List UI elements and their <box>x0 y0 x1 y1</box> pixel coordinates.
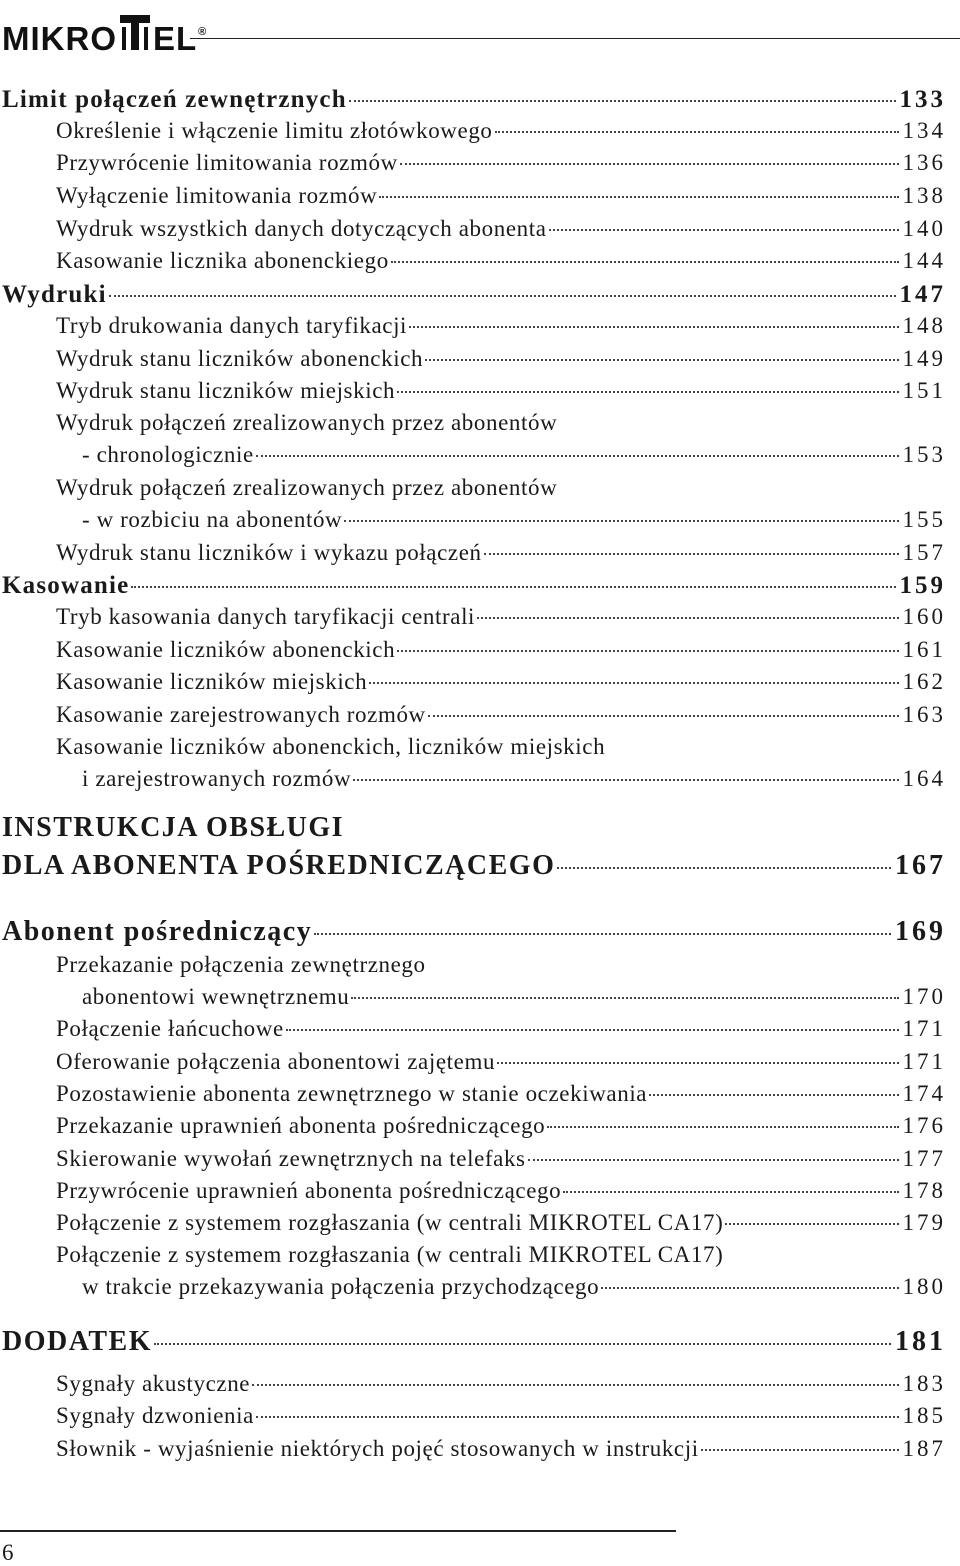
dot-leader <box>252 1384 898 1386</box>
toc-entry-title: abonentowi wewnętrznemu <box>82 984 350 1009</box>
dot-leader <box>286 1029 899 1031</box>
dot-leader <box>109 295 896 297</box>
page-header <box>0 0 960 60</box>
dot-leader <box>549 229 899 231</box>
toc-page-number: 180 <box>902 1274 946 1299</box>
toc-entry-title: Wydruk stanu liczników i wykazu połączeń <box>56 540 482 565</box>
logo-text-left: MIKRO <box>2 20 117 57</box>
dot-leader <box>256 1416 899 1418</box>
mikrotel-logo <box>2 12 208 57</box>
toc-entry-title: Kasowanie liczników miejskich <box>56 669 368 694</box>
toc-entry-title: Przekazanie uprawnień abonenta pośredniczącego <box>56 1113 546 1138</box>
dot-leader <box>601 1287 898 1289</box>
toc-entry-title: Przywrócenie limitowania rozmów <box>56 150 398 175</box>
dot-leader <box>391 261 899 263</box>
toc-page-number: 167 <box>895 850 946 881</box>
dot-leader <box>409 326 898 328</box>
logo-t-mark-icon <box>118 12 152 52</box>
dot-leader <box>400 163 899 165</box>
toc-entry-title: Połączenie z systemem rozgłaszania (w centrali MIKROTEL CA17) <box>56 1242 724 1267</box>
toc-entry-title: Kasowanie zarejestrowanych rozmów <box>56 702 426 727</box>
logo-text-right: EL <box>153 20 198 57</box>
toc-page-number: 151 <box>902 378 946 403</box>
dot-leader <box>563 1191 898 1193</box>
toc-entry-title: Oferowanie połączenia abonentowi zajętemu <box>56 1049 496 1074</box>
toc-entry-title: Pozostawienie abonenta zewnętrznego w stanie oczekiwania <box>56 1081 648 1106</box>
toc-entry-title: w trakcie przekazywania połączenia przychodzącego <box>82 1274 600 1299</box>
dot-leader <box>369 682 898 684</box>
toc-page-number: 140 <box>902 216 946 241</box>
toc-page-number: 187 <box>902 1436 946 1461</box>
toc-entry-title: Kasowanie <box>2 572 130 599</box>
toc-page-number: 170 <box>902 984 946 1009</box>
toc-page-number: 177 <box>902 1146 946 1171</box>
toc-page-number: 138 <box>902 183 946 208</box>
toc-page-number: 176 <box>902 1113 946 1138</box>
toc-page-number: 147 <box>899 281 946 308</box>
dot-leader <box>425 359 898 361</box>
toc-entry-title: Przywrócenie uprawnień abonenta pośredniczącego <box>56 1178 562 1203</box>
footer-rule <box>0 1530 676 1532</box>
dot-leader <box>349 100 896 102</box>
dot-leader <box>131 586 895 588</box>
toc-entry-title: Sygnały dzwonienia <box>56 1403 254 1428</box>
toc-page-number: 174 <box>902 1081 946 1106</box>
dot-leader <box>484 553 899 555</box>
toc-page-number: 169 <box>895 916 946 947</box>
toc-entry-title: INSTRUKCJA OBSŁUGI <box>2 812 345 843</box>
toc-entry-title: Limit połączeń zewnętrznych <box>2 86 347 113</box>
toc-entry-title: DLA ABONENTA POŚREDNICZĄCEGO <box>2 850 556 881</box>
dot-leader <box>397 650 898 652</box>
dot-leader <box>477 617 898 619</box>
toc-entry-title: Kasowanie liczników abonenckich, liczników miejskich <box>56 734 606 759</box>
toc-page-number: 155 <box>902 507 946 532</box>
dot-leader <box>725 1223 898 1225</box>
dot-leader <box>154 1343 891 1345</box>
toc-entry-title: Abonent pośredniczący <box>2 916 313 947</box>
toc-page-number: 136 <box>902 150 946 175</box>
registered-mark: ® <box>198 26 208 38</box>
toc-entry-title: DODATEK <box>2 1326 152 1357</box>
toc-entry-title: i zarejestrowanych rozmów <box>82 766 352 791</box>
toc-page-number: 185 <box>902 1403 946 1428</box>
page-number: 6 <box>2 1540 14 1565</box>
toc-page-number: 149 <box>902 346 946 371</box>
toc-page-number: 133 <box>899 86 946 113</box>
dot-leader <box>256 455 899 457</box>
toc-entry-title: Tryb kasowania danych taryfikacji centrali <box>56 604 476 629</box>
dot-leader <box>353 779 898 781</box>
toc-page-number: 148 <box>902 313 946 338</box>
toc-page-number: 183 <box>902 1371 946 1396</box>
toc-page-number: 171 <box>902 1016 946 1041</box>
dot-leader <box>351 997 898 999</box>
dot-leader <box>428 715 899 717</box>
toc-entry-title: Połączenie łańcuchowe <box>56 1016 284 1041</box>
toc-entry-title: Wydruk połączeń zrealizowanych przez abonentów <box>56 410 558 435</box>
toc-page-number: 161 <box>902 637 946 662</box>
toc-entry-title: Kasowanie licznika abonenckiego <box>56 248 389 273</box>
dot-leader <box>344 520 898 522</box>
toc-entry-title: Słownik - wyjaśnienie niektórych pojęć stosowanych w instrukcji <box>56 1436 699 1461</box>
toc-entry-title: Skierowanie wywołań zewnętrznych na telefaks <box>56 1146 526 1171</box>
toc-page-number: 181 <box>895 1326 946 1357</box>
dot-leader <box>528 1159 899 1161</box>
toc-page-number: 134 <box>902 118 946 143</box>
dot-leader <box>701 1449 899 1451</box>
dot-leader <box>397 391 898 393</box>
header-rule <box>190 38 960 39</box>
toc-entry-title: - w rozbiciu na abonentów <box>82 507 343 532</box>
toc-entry-title: Sygnały akustyczne <box>56 1371 251 1396</box>
toc-entry-title: Wyłączenie limitowania rozmów <box>56 183 378 208</box>
toc-page-number: 144 <box>902 248 946 273</box>
toc-entry-title: Wydruk wszystkich danych dotyczących abonenta <box>56 216 547 241</box>
toc-entry-title: Tryb drukowania danych taryfikacji <box>56 313 408 338</box>
toc-entry-title: Wydruk stanu liczników abonenckich <box>56 346 424 371</box>
toc-entry-title: Wydruki <box>2 281 107 308</box>
toc-page-number: 160 <box>902 604 946 629</box>
toc-entry-title: - chronologicznie <box>82 442 254 467</box>
dot-leader <box>547 1126 898 1128</box>
toc-page-number: 157 <box>902 540 946 565</box>
toc-entry-title: Wydruk połączeń zrealizowanych przez abonentów <box>56 475 558 500</box>
toc-entry-title: Określenie i włączenie limitu złotówkowego <box>56 118 493 143</box>
toc-entry-title: Kasowanie liczników abonenckich <box>56 637 396 662</box>
dot-leader <box>314 933 891 935</box>
toc-entry-title: Połączenie z systemem rozgłaszania (w centrali MIKROTEL CA17) <box>56 1210 724 1235</box>
toc-page-number: 153 <box>902 442 946 467</box>
dot-leader <box>557 867 891 869</box>
toc-page-number: 171 <box>902 1049 946 1074</box>
dot-leader <box>379 196 898 198</box>
toc-page-number: 159 <box>899 572 946 599</box>
toc-entry-title: Przekazanie połączenia zewnętrznego <box>56 952 426 977</box>
toc-page-number: 163 <box>902 702 946 727</box>
dot-leader <box>495 131 899 133</box>
dot-leader <box>649 1094 898 1096</box>
toc-page-number: 162 <box>902 669 946 694</box>
toc-entry-title: Wydruk stanu liczników miejskich <box>56 378 396 403</box>
toc-page-number: 179 <box>902 1210 946 1235</box>
toc-page-number: 164 <box>902 766 946 791</box>
dot-leader <box>497 1062 898 1064</box>
toc-page-number: 178 <box>902 1178 946 1203</box>
